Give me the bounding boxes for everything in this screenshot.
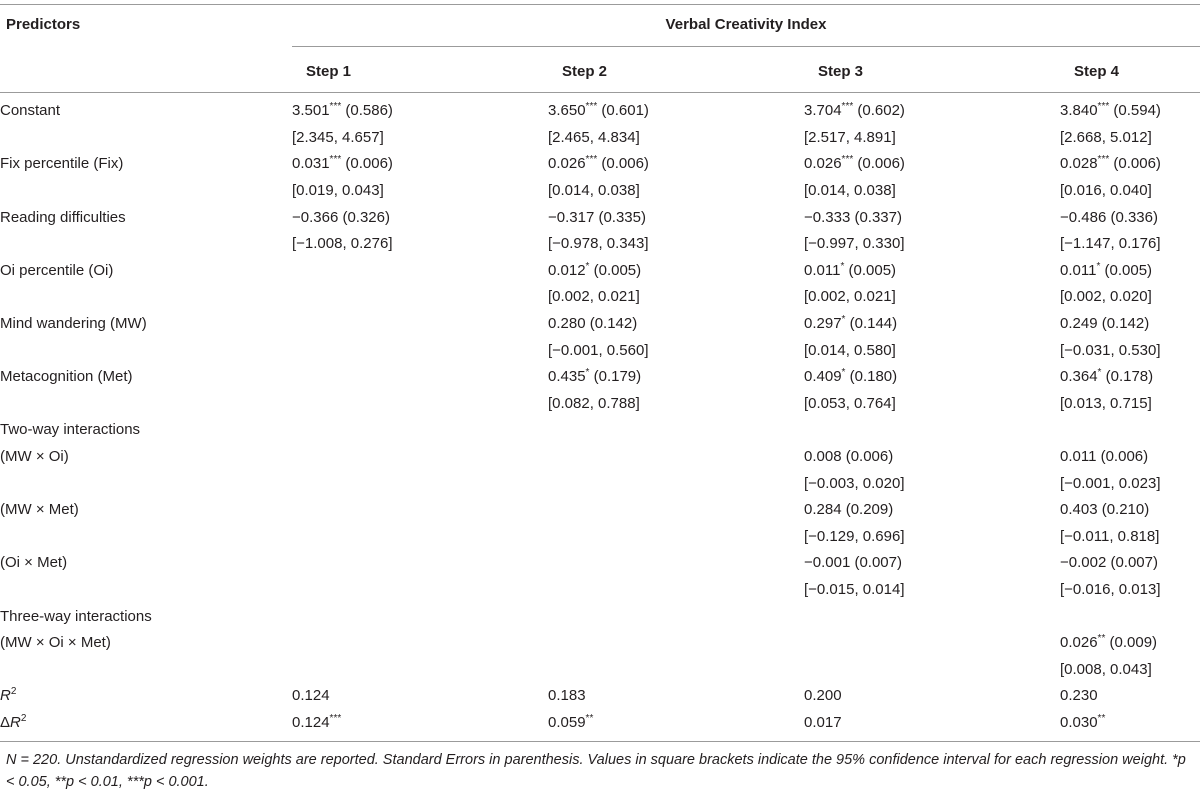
table-row xyxy=(0,603,1200,630)
table-cell: [0.014, 0.580] xyxy=(804,341,896,359)
row-label xyxy=(0,178,292,205)
row-label: (MW × Oi) xyxy=(0,448,69,466)
table-cell: 0.297* (0.144) xyxy=(804,314,898,333)
table-row xyxy=(0,391,1200,418)
step-3-header: Step 3 xyxy=(818,63,864,80)
table-cell: 0.403 (0.210) xyxy=(1060,501,1150,519)
table-cell: 3.840*** (0.594) xyxy=(1060,101,1161,120)
table-row xyxy=(0,417,1200,444)
table-cell xyxy=(548,524,804,551)
row-label xyxy=(0,577,292,604)
table-cell: [0.002, 0.021] xyxy=(804,288,896,306)
table-cell: [−0.031, 0.530] xyxy=(1060,341,1161,359)
row-label xyxy=(0,125,292,152)
table-cell: [0.053, 0.764] xyxy=(804,394,896,412)
table-row xyxy=(0,311,1200,338)
table-cell xyxy=(804,656,1060,683)
table-cell: [2.517, 4.891] xyxy=(804,128,896,146)
table-row xyxy=(0,550,1200,577)
table-cell: −0.001 (0.007) xyxy=(804,554,902,572)
row-label: Fix percentile (Fix) xyxy=(0,155,124,173)
table-cell: 0.409* (0.180) xyxy=(804,367,898,386)
table-cell: −0.333 (0.337) xyxy=(804,208,902,226)
table-cell: 0.284 (0.209) xyxy=(804,501,894,519)
table-cell: 0.028*** (0.006) xyxy=(1060,154,1161,173)
predictors-header: Predictors xyxy=(6,16,81,33)
table-cell: [2.465, 4.834] xyxy=(548,128,640,146)
table-cell xyxy=(548,417,804,444)
table-cell: 0.124 xyxy=(292,687,330,705)
table-cell: [−0.016, 0.013] xyxy=(1060,580,1161,598)
table-cell xyxy=(292,630,548,657)
table-cell xyxy=(292,284,548,311)
header-rule xyxy=(0,92,1200,93)
table-cell: 0.011* (0.005) xyxy=(1060,260,1153,279)
table-cell: 3.650*** (0.601) xyxy=(548,101,649,120)
table-cell: 0.026** (0.009) xyxy=(1060,633,1158,652)
table-body xyxy=(0,98,1200,736)
table-cell: [0.002, 0.021] xyxy=(548,288,640,306)
table-cell: 0.280 (0.142) xyxy=(548,315,638,333)
table-row xyxy=(0,630,1200,657)
table-cell: 3.704*** (0.602) xyxy=(804,101,905,120)
table-cell: 0.011* (0.005) xyxy=(804,260,897,279)
table-row xyxy=(0,683,1200,710)
table-cell xyxy=(292,656,548,683)
table-row xyxy=(0,364,1200,391)
table-cell: −0.366 (0.326) xyxy=(292,208,390,226)
table-row xyxy=(0,98,1200,125)
table-cell xyxy=(1060,603,1200,630)
table-cell: [−0.015, 0.014] xyxy=(804,580,905,598)
table-cell xyxy=(292,391,548,418)
row-label xyxy=(0,337,292,364)
row-label: Two-way interactions xyxy=(0,421,141,439)
row-label: Metacognition (Met) xyxy=(0,368,133,386)
row-label xyxy=(0,391,292,418)
table-cell: [−0.978, 0.343] xyxy=(548,235,649,253)
row-label: Oi percentile (Oi) xyxy=(0,261,114,279)
table-cell xyxy=(292,470,548,497)
table-cell: 0.059** xyxy=(548,712,594,731)
table-cell: 0.435* (0.179) xyxy=(548,367,642,386)
table-cell xyxy=(548,656,804,683)
table-cell xyxy=(292,311,548,338)
table-cell xyxy=(292,444,548,471)
table-cell: 0.011 (0.006) xyxy=(1060,448,1149,466)
table-cell xyxy=(804,417,1060,444)
table-row xyxy=(0,337,1200,364)
table-cell xyxy=(292,603,548,630)
table-row xyxy=(0,231,1200,258)
table-row xyxy=(0,656,1200,683)
table-cell: −0.317 (0.335) xyxy=(548,208,646,226)
row-label: Constant xyxy=(0,102,61,120)
table-footnote: N = 220. Unstandardized regression weights are reported. Standard Errors in parenthesis. Values in square brackets indicate the 95% confidence interval for each regression weight. *p < 0.05, **p < 0.01, ***p < 0.001. xyxy=(6,752,1186,790)
table-cell: 0.183 xyxy=(548,687,586,705)
table-cell: 0.008 (0.006) xyxy=(804,448,894,466)
table-cell: 0.026*** (0.006) xyxy=(804,154,905,173)
table-cell xyxy=(292,577,548,604)
table-cell: 0.249 (0.142) xyxy=(1060,315,1150,333)
table-cell: [−1.008, 0.276] xyxy=(292,235,393,253)
table-cell: −0.002 (0.007) xyxy=(1060,554,1158,572)
table-cell: [−0.001, 0.023] xyxy=(1060,474,1161,492)
table-cell xyxy=(292,258,548,285)
table-row xyxy=(0,577,1200,604)
step-1-header: Step 1 xyxy=(306,63,352,80)
row-label: (MW × Met) xyxy=(0,501,79,519)
table-cell: [0.013, 0.715] xyxy=(1060,394,1152,412)
table-row xyxy=(0,125,1200,152)
table-cell xyxy=(292,497,548,524)
table-row xyxy=(0,710,1200,737)
row-label xyxy=(0,524,292,551)
table-cell: 0.230 xyxy=(1060,687,1098,705)
row-label xyxy=(0,231,292,258)
table-cell: 0.200 xyxy=(804,687,842,705)
table-row xyxy=(0,258,1200,285)
table-cell: [0.008, 0.043] xyxy=(1060,660,1152,678)
row-label: $R^2$ xyxy=(0,686,17,705)
table-row xyxy=(0,204,1200,231)
table-cell: [−0.997, 0.330] xyxy=(804,235,905,253)
table-cell: 0.017 xyxy=(804,713,842,731)
row-label: (Oi × Met) xyxy=(0,554,68,572)
table-cell: 0.124*** xyxy=(292,712,342,731)
row-label xyxy=(0,656,292,683)
row-label: $\Delta R^2$ xyxy=(0,712,27,731)
table-cell xyxy=(1060,417,1200,444)
table-cell: [−1.147, 0.176] xyxy=(1060,235,1161,253)
table-cell: 0.012* (0.005) xyxy=(548,260,642,279)
table-cell: 0.031*** (0.006) xyxy=(292,154,393,173)
table-row xyxy=(0,444,1200,471)
table-cell: 0.364* (0.178) xyxy=(1060,367,1154,386)
table-cell: [−0.129, 0.696] xyxy=(804,527,905,545)
table-cell xyxy=(548,444,804,471)
table-cell: [−0.011, 0.818] xyxy=(1060,527,1160,545)
table-cell: [0.014, 0.038] xyxy=(804,182,896,200)
table-cell xyxy=(548,470,804,497)
table-cell: [2.668, 5.012] xyxy=(1060,128,1152,146)
table-row xyxy=(0,524,1200,551)
table-cell xyxy=(548,603,804,630)
table-cell xyxy=(804,630,1060,657)
row-label xyxy=(0,470,292,497)
table-cell: 0.030** xyxy=(1060,712,1106,731)
table-cell: [−0.003, 0.020] xyxy=(804,474,905,492)
table-row xyxy=(0,284,1200,311)
table-cell xyxy=(548,497,804,524)
bottom-rule xyxy=(0,741,1200,742)
table-row xyxy=(0,151,1200,178)
table-cell xyxy=(548,577,804,604)
row-label xyxy=(0,284,292,311)
step-2-header: Step 2 xyxy=(562,63,608,80)
table-cell: 0.026*** (0.006) xyxy=(548,154,649,173)
table-cell: [0.016, 0.040] xyxy=(1060,182,1152,200)
table-cell xyxy=(292,550,548,577)
table-cell xyxy=(292,364,548,391)
table-cell: [0.082, 0.788] xyxy=(548,394,640,412)
table-cell xyxy=(292,524,548,551)
row-label: (MW × Oi × Met) xyxy=(0,634,111,652)
table-cell xyxy=(292,337,548,364)
table-cell: [0.019, 0.043] xyxy=(292,182,384,200)
table-row xyxy=(0,178,1200,205)
table-cell: [0.002, 0.020] xyxy=(1060,288,1152,306)
table-cell xyxy=(548,550,804,577)
table-cell: [0.014, 0.038] xyxy=(548,182,640,200)
top-rule xyxy=(0,4,1200,5)
table-cell: [2.345, 4.657] xyxy=(292,128,384,146)
table-row xyxy=(0,470,1200,497)
table-cell: −0.486 (0.336) xyxy=(1060,208,1158,226)
table-cell xyxy=(804,603,1060,630)
table-cell: [−0.001, 0.560] xyxy=(548,341,649,359)
row-label: Three-way interactions xyxy=(0,607,152,625)
row-label: Reading difficulties xyxy=(0,208,126,226)
table-cell xyxy=(548,630,804,657)
table-row xyxy=(0,497,1200,524)
step-4-header: Step 4 xyxy=(1074,63,1120,80)
group-rule xyxy=(292,46,1200,47)
table-cell xyxy=(292,417,548,444)
row-label: Mind wandering (MW) xyxy=(0,315,147,333)
table-cell: 3.501*** (0.586) xyxy=(292,101,393,120)
verbal-creativity-header: Verbal Creativity Index xyxy=(665,16,827,33)
